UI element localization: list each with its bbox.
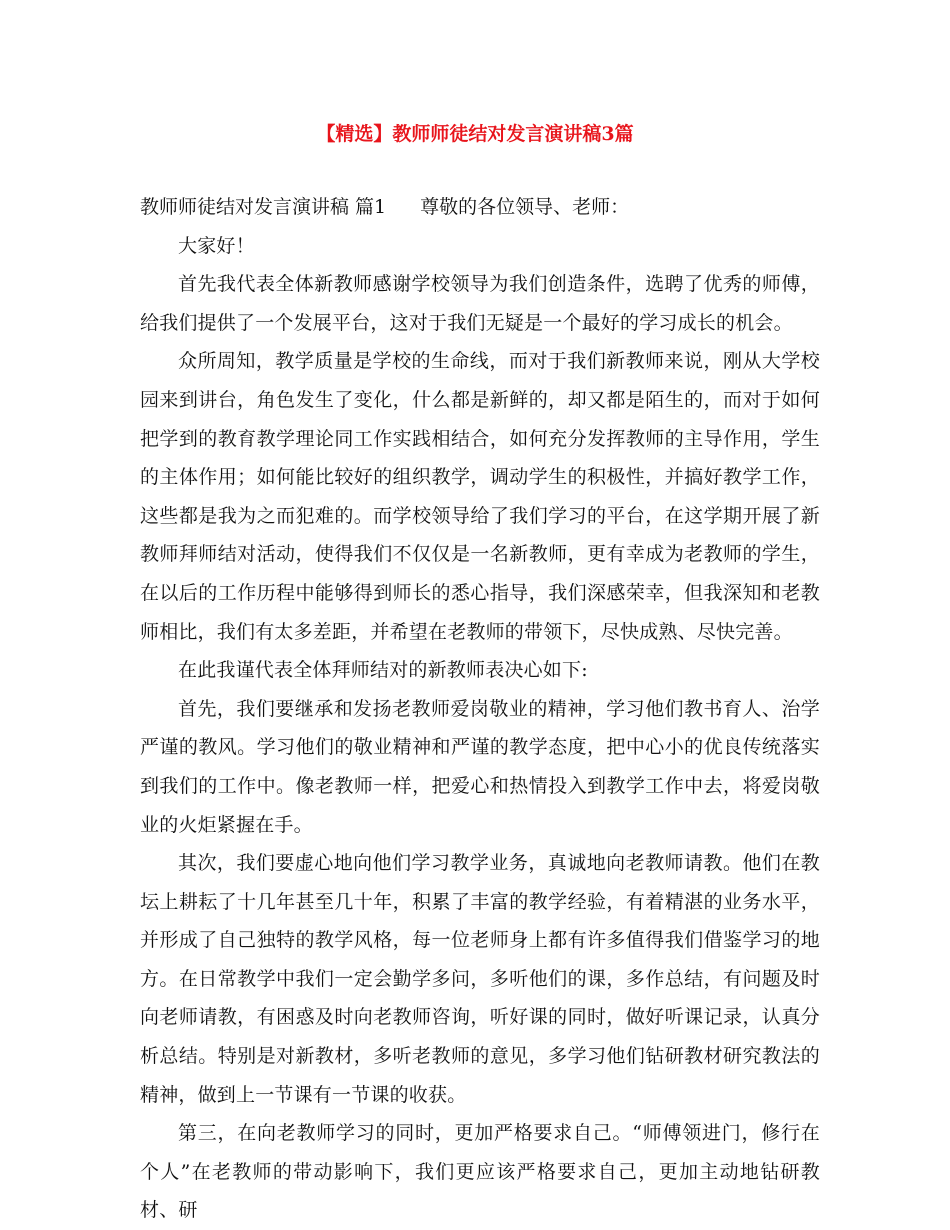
paragraph-third-point: 第三，在向老教师学习的同时，更加严格要求自己。“师傅领进门，修行在个人”在老教师的带动影响下，我们更应该严格要求自己，更加主动地钻研教材、研	[140, 1122, 820, 1222]
document-title: 【精选】教师师徒结对发言演讲稿3篇	[316, 123, 634, 145]
paragraph-first-point: 首先，我们要继承和发扬老教师爱岗敬业的精神，学习他们教书育人、治学严谨的教风。学习他们的敬业精神和严谨的教学态度，把中心小的优良传统落实到我们的工作中。像老教师一样，把爱心和热情投入到教学工作中去，将爱岗敬业的火炬紧握在手。	[140, 697, 820, 836]
section-heading-line	[140, 188, 820, 227]
document-body	[140, 188, 820, 1230]
paragraph-second-point: 其次，我们要虚心地向他们学习教学业务，真诚地向老教师请教。他们在教坛上耕耘了十几年甚至几十年，积累了丰富的教学经验，有着精湛的业务水平，并形成了自己独特的教学风格，每一位老师身上都有许多值得我们借鉴学习的地方。在日常教学中我们一定会勤学多问，多听他们的课，多作总结，有问题及时向老师请教，有困惑及时向老教师咨询，听好课的同时，做好听课记录，认真分析总结。特别是对新教材，多听老教师的意见，多学习他们钻研教材研究教法的精神，做到上一节课有一节课的收获。	[140, 852, 820, 1106]
paragraph-resolution-intro: 在此我谨代表全体拜师结对的新教师表决心如下:	[178, 659, 588, 682]
section-heading: 教师师徒结对发言演讲稿 篇1	[140, 196, 387, 218]
paragraph-greeting: 大家好！	[178, 234, 255, 257]
paragraph-thanks: 首先我代表全体新教师感谢学校领导为我们创造条件，选聘了优秀的师傅，给我们提供了一个发展平台，这对于我们无疑是一个最好的学习成长的机会。	[140, 273, 820, 334]
paragraph-background: 众所周知，教学质量是学校的生命线，而对于我们新教师来说，刚从大学校园来到讲台，角色发生了变化，什么都是新鲜的，却又都是陌生的，而对于如何把学到的教育教学理论同工作实践相结合，如何充分发挥教师的主导作用，学生的主体作用；如何能比较好的组织教学，调动学生的积极性，并搞好教学工作，这些都是我为之而犯难的。而学校领导给了我们学习的平台，在这学期开展了新教师拜师结对活动，使得我们不仅仅是一名新教师，更有幸成为老教师的学生，在以后的工作历程中能够得到师长的悉心指导，我们深感荣幸，但我深知和老教师相比，我们有太多差距，并希望在老教师的带领下，尽快成熟、尽快完善。	[140, 350, 820, 643]
salutation: 尊敬的各位领导、老师：	[420, 196, 630, 218]
